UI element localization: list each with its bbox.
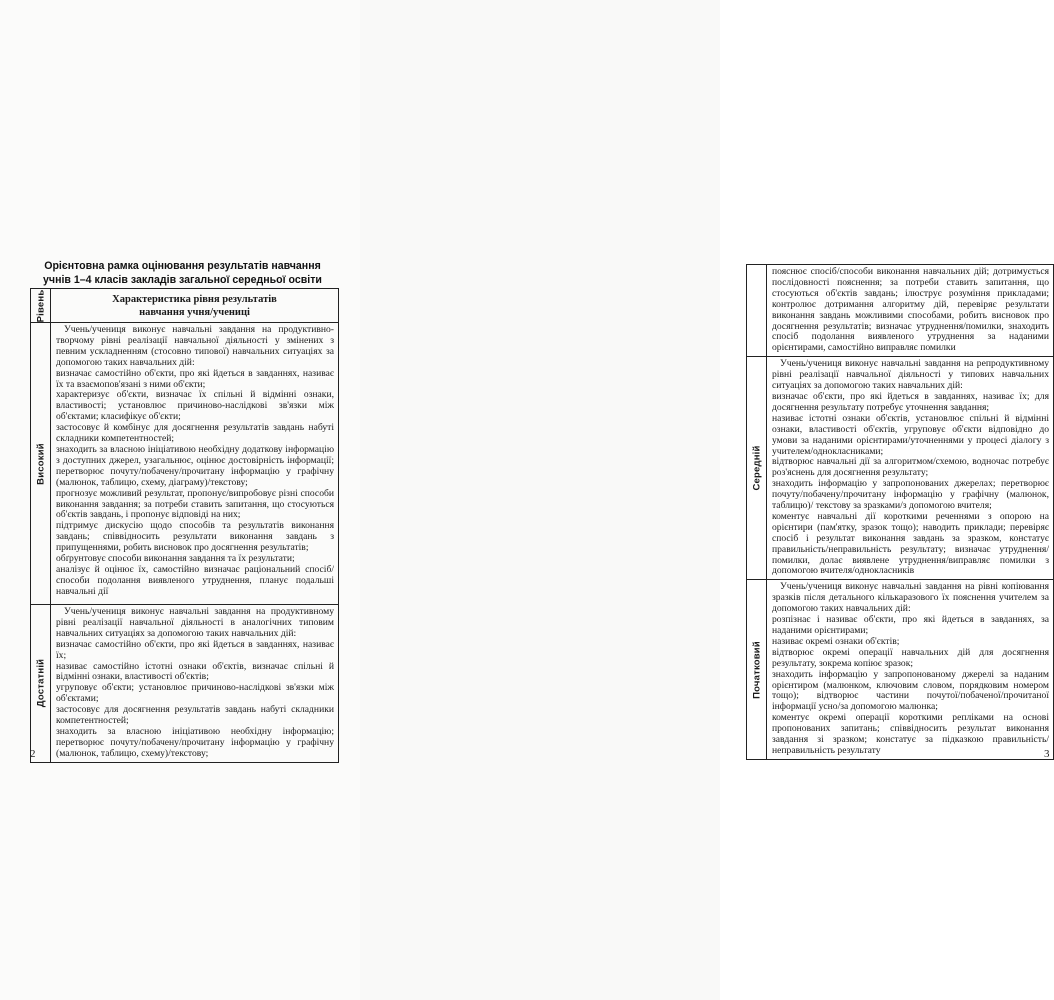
desc-line: визначає самостійно об'єкти, про які йдеться в завданнях, називає їх; xyxy=(56,638,334,661)
level-cell-pochatkovyi xyxy=(747,580,767,760)
desc-line: називає самостійно істотні ознаки об'єктів, визначає спільні й відмінні ознаки, властивості об'єктів; xyxy=(56,660,334,683)
description-vysokyi xyxy=(51,323,339,605)
level-cell-continued xyxy=(747,265,767,357)
rubric-table-left xyxy=(30,288,339,763)
table-row-vysokyi xyxy=(31,323,339,605)
desc-line: підтримує дискусію щодо способів та результатів виконання завдань; співвідносить результати виконання завдань з припущеннями, робить висновок про досягнення результатів; xyxy=(56,520,334,554)
header-characteristic-line-1: Характеристика рівня результатів xyxy=(112,293,277,305)
desc-line: визначає самостійно об'єкти, про які йдеться в завданнях, називає їх та взаємопов'язані з ними об'єкти; xyxy=(56,367,334,390)
desc-line: Учень/учениця виконує навчальні завдання на рівні копіювання зразків після детального кількаразового їх пояснення учителем за допомогою таких навчальних дій: xyxy=(772,581,1049,615)
level-label-vysokyi: Високий xyxy=(35,442,46,485)
table-header-row xyxy=(31,289,339,323)
header-level-label: Рівень xyxy=(35,289,46,322)
desc-line: знаходить інформацію у запропонованому джерелі за наданим орієнтиром (малюнком, ключовим словом, порядковим номером тощо); відтворює частини почутої/побаченої/прочитаної інформації усно/за допомогою малюнка; xyxy=(772,668,1049,713)
desc-line: угруповує об'єкти; установлює причиново-наслідкові зв'язки між об'єктами; xyxy=(56,682,334,705)
desc-line: називає окремі ознаки об'єктів; xyxy=(772,635,900,647)
header-characteristic-cell xyxy=(51,289,339,323)
desc-line: називає істотні ознаки об'єктів, установлює спільні й відмінні ознаки, властивості об'єктів, угруповує об'єкти відповідно до умови за наданими орієнтирами/уточненнями у процесі діалогу з учителем/однокласниками; xyxy=(772,412,1049,457)
level-cell-vysokyi xyxy=(31,323,51,605)
table-row-pochatkovyi xyxy=(747,580,1054,760)
desc-line: Учень/учениця виконує навчальні завдання на продуктивному рівні реалізації навчальної діяльності в аналогічних типовим навчальних ситуаціях за допомогою таких навчальних дій: xyxy=(56,606,334,639)
desc-line: прогнозує можливий результат, пропонує/випробовує різні способи виконання завдання; за потреби ставить запитання, що стосуються об'єктів завдань, і пропонує відповіді на них; xyxy=(56,487,334,521)
description-dostatnii xyxy=(51,605,339,763)
level-label-serednii: Середній xyxy=(751,445,762,491)
header-characteristic-line-2: навчання учня/учениці xyxy=(139,306,250,318)
title-line-1: Орієнтовна рамка оцінювання результатів навчання xyxy=(44,260,321,272)
level-cell-dostatnii xyxy=(31,605,51,763)
desc-line: характеризує об'єкти, визначає їх спільні й відмінні ознаки, властивості; установлює причиново-наслідкові зв'язки між об'єктами; класифікує об'єкти; xyxy=(56,389,334,423)
desc-line: аналізує й оцінює їх, самостійно визначає раціональний спосіб/способи подолання виявленого утруднення, планує подальші навчальні дії xyxy=(56,563,334,597)
left-page xyxy=(0,0,360,1000)
desc-line: розпізнає і називає об'єкти, про які йдеться в завданнях, за наданими орієнтирами; xyxy=(772,614,1049,636)
desc-line: знаходить інформацію у запропонованих джерелах; перетворює почуту/побачену/прочитану інформацію у графічну (малюнок, таблицю)/ текстову за зразками/з допомогою вчителя; xyxy=(772,478,1049,512)
table-row-serednii xyxy=(747,357,1054,580)
description-serednii xyxy=(767,357,1054,580)
level-label-dostatnii: Достатній xyxy=(35,659,46,708)
desc-line: відтворює навчальні дії за алгоритмом/схемою, водночас потребує роз'яснень для досягнення результату; xyxy=(772,456,1049,479)
desc-line: знаходить за власною ініціативою необхідну інформацію; перетворює почуту/побачену/прочитану інформацію у графічну (малюнок, таблицю, схему)/текстову; xyxy=(56,725,334,759)
desc-line: коментує окремі операції короткими репліками на основі пропонованих запитань; співвідносить результат виконання завдання зі зразком; констатує за підказкою правильність/неправильність результату xyxy=(772,712,1049,756)
right-page xyxy=(360,0,1050,1000)
desc-line: відтворює окремі операції навчальних дій для досягнення результату, зокрема копіює зразок; xyxy=(772,646,1049,669)
desc-line: Учень/учениця виконує навчальні завдання на продуктивно-творчому рівні реалізації навчальної діяльності у змінених з певним ускладненням (стосовно типової) навчальних ситуаціях за допомогою таких навчальних дій: xyxy=(56,324,334,368)
desc-line: Учень/учениця виконує навчальні завдання на репродуктивному рівні реалізації навчальної діяльності у типових навчальних ситуаціях за допомогою таких навчальних дій: xyxy=(772,358,1049,392)
description-dostatnii-continued xyxy=(767,265,1054,357)
level-cell-serednii xyxy=(747,357,767,580)
header-level-cell xyxy=(31,289,51,323)
level-label-pochatkovyi: Початковий xyxy=(751,640,762,699)
desc-line: застосовує й комбінує для досягнення результатів завдань набуті складники компетентностей; xyxy=(56,422,334,445)
description-pochatkovyi xyxy=(767,580,1054,760)
title-line-2: учнів 1–4 класів закладів загальної середньої освіти xyxy=(43,274,322,286)
rubric-table-right xyxy=(746,264,1054,760)
page-number-right: 3 xyxy=(1044,748,1050,760)
desc-line: знаходить за власною ініціативою необхідну додаткову інформацію з доступних джерел, узагальнює, оцінює достовірність інформації; перетворює почуту/побачену/прочитану інформацію у графічну (малюнок, таблицю, схему, діаграму)/текстову; xyxy=(56,443,334,488)
document-title xyxy=(20,259,345,287)
table-row-dostatnii xyxy=(31,605,339,763)
desc-line: коментує навчальні дії короткими реченнями з опорою на орієнтири (пам'ятку, зразок тощо); наводить приклади; перевіряє спосіб і результат виконання завдань за зразком, констатує правильність/неправильність результату; визначає утруднення/помилки, долає виявлене утруднення/виправляє помилки з допомогою вчителя/однокласників xyxy=(772,510,1049,577)
table-row-dostatnii-continued xyxy=(747,265,1054,357)
desc-line: обґрунтовує способи виконання завдання та їх результати; xyxy=(56,553,295,565)
desc-line: визначає об'єкти, про які йдеться в завданнях, називає їх; для досягнення результату потребує уточнення завдання; xyxy=(772,390,1049,413)
page-number-left: 2 xyxy=(30,748,36,760)
desc-line: застосовує для досягнення результатів завдань набуті складники компетентностей; xyxy=(56,704,334,727)
desc-line: пояснює спосіб/способи виконання навчальних дій; дотримується послідовності пояснення; за потреби ставить запитання, що стосуються об'єктів завдань; ілюструє розуміння прикладами; контролює дотримання алгоритму дій, перевіряє результати виконання завдань можливими способами, робить висновок про досягнення результатів; визначає утруднення/помилки, знаходить спосіб подолання виявленого утруднення за наданими орієнтирами, самостійно виправляє помилки xyxy=(772,266,1049,354)
